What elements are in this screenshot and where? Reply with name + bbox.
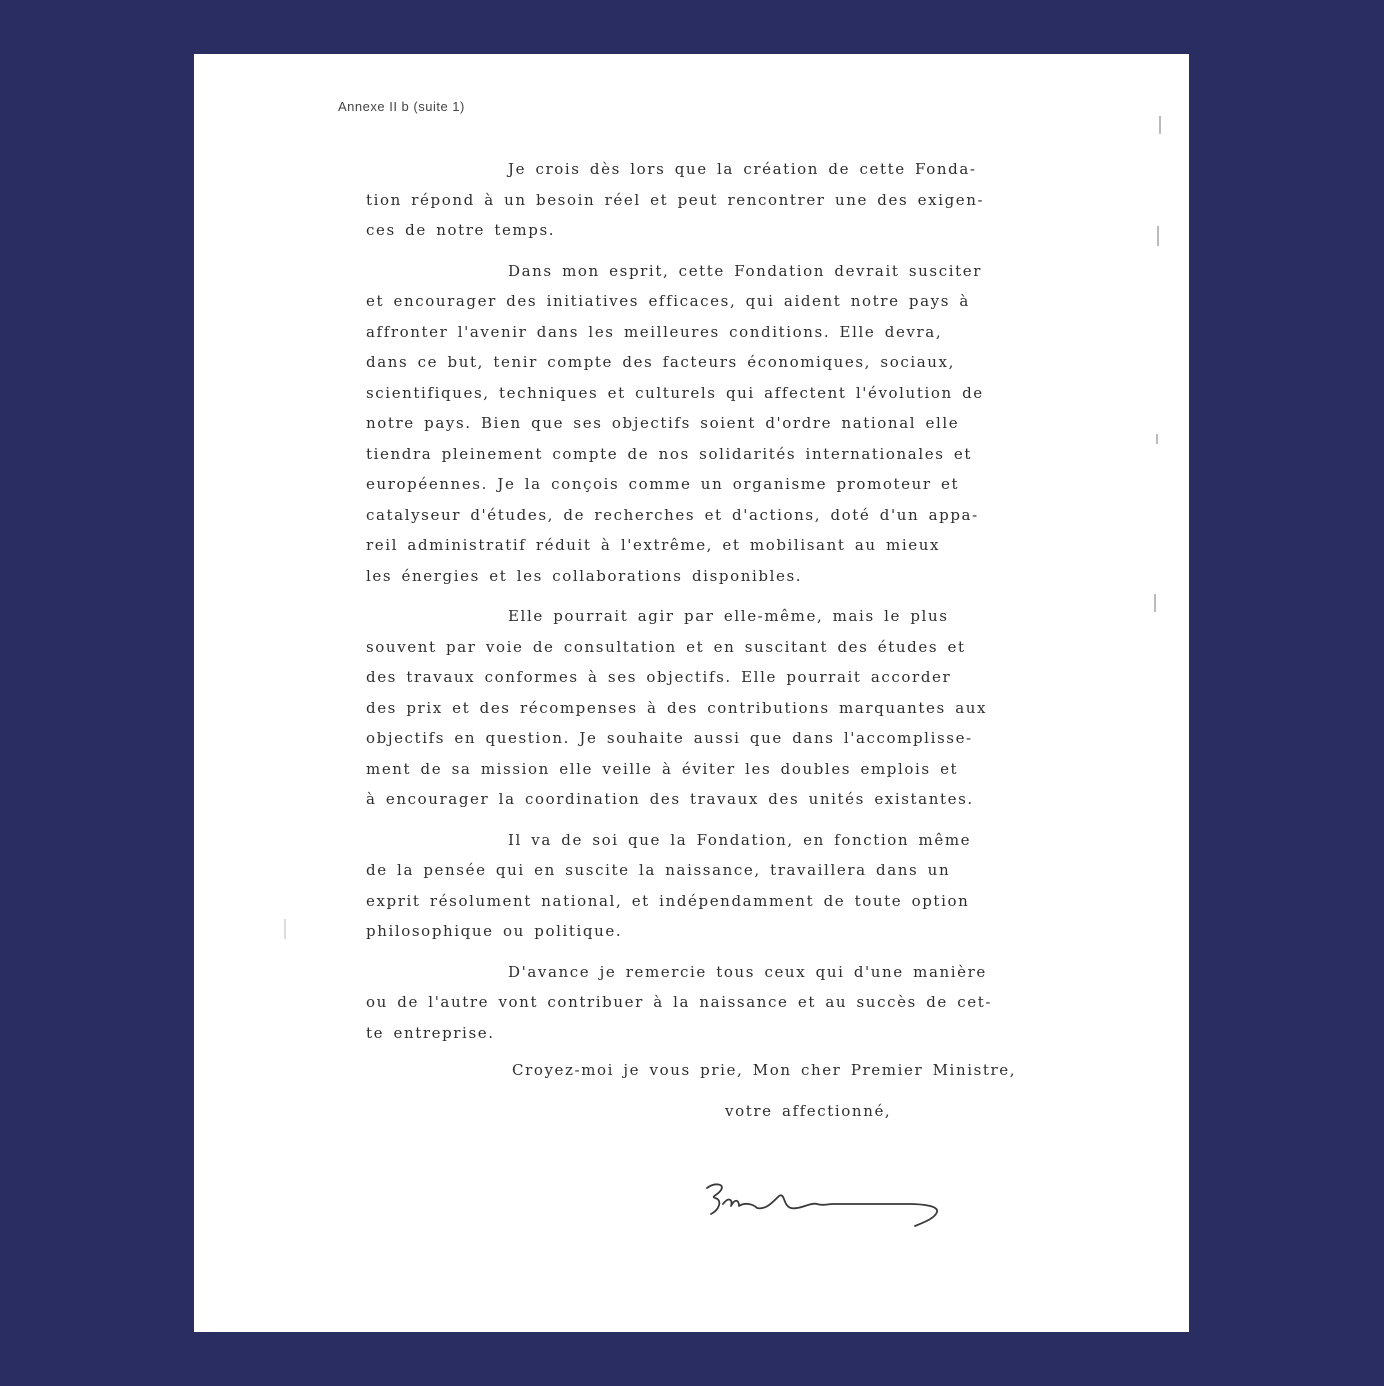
text-line: ment de sa mission elle veille à éviter les doubles emplois et bbox=[366, 759, 959, 778]
text-line: et encourager des initiatives efficaces, qui aident notre pays à bbox=[366, 292, 970, 310]
text-line: affronter l'avenir dans les meilleures conditions. Elle devra, bbox=[366, 322, 943, 341]
paragraph-4 bbox=[366, 825, 1066, 947]
text-line: Je crois dès lors que la création de cette Fonda- bbox=[508, 160, 977, 178]
text-line: Elle pourrait agir par elle-même, mais le plus bbox=[508, 607, 949, 625]
text-line: tiendra pleinement compte de nos solidarités internationales et bbox=[366, 444, 972, 463]
closing-line: Croyez-moi je vous prie, Mon cher Premier Ministre, bbox=[512, 1061, 1017, 1079]
text-line: scientifiques, techniques et culturels qui affectent l'évolution de bbox=[366, 383, 984, 402]
document-page bbox=[194, 54, 1189, 1332]
text-line: les énergies et les collaborations disponibles. bbox=[366, 566, 803, 585]
text-line: dans ce but, tenir compte des facteurs économiques, sociaux, bbox=[366, 353, 955, 371]
annex-header: Annexe II b (suite 1) bbox=[338, 99, 465, 114]
signoff-line: votre affectionné, bbox=[725, 1102, 892, 1120]
text-line: Dans mon esprit, cette Fondation devrait susciter bbox=[508, 261, 982, 280]
text-line: catalyseur d'études, de recherches et d'actions, doté d'un appa- bbox=[366, 505, 979, 524]
paragraph-5 bbox=[366, 957, 1066, 1049]
scan-speck bbox=[1157, 226, 1159, 246]
scan-speck bbox=[1154, 594, 1156, 612]
paragraph-1 bbox=[366, 154, 1066, 246]
scan-speck bbox=[284, 919, 286, 939]
text-line: à encourager la coordination des travaux des unités existantes. bbox=[366, 790, 974, 808]
text-line: notre pays. Bien que ses objectifs soient d'ordre national elle bbox=[366, 414, 960, 432]
text-line: D'avance je remercie tous ceux qui d'une manière bbox=[508, 962, 987, 981]
scan-speck bbox=[1156, 434, 1158, 444]
signature-image bbox=[699, 1174, 949, 1234]
text-line: ces de notre temps. bbox=[366, 221, 556, 239]
text-line: ou de l'autre vont contribuer à la naissance et au succès de cet- bbox=[366, 993, 993, 1011]
text-line: objectifs en question. Je souhaite aussi que dans l'accomplisse- bbox=[366, 729, 973, 747]
text-line: reil administratif réduit à l'extrême, et mobilisant au mieux bbox=[366, 536, 941, 554]
text-line: des prix et des récompenses à des contributions marquantes aux bbox=[366, 698, 988, 717]
text-line: européennes. Je la conçois comme un organisme promoteur et bbox=[366, 475, 960, 493]
scan-speck bbox=[1159, 116, 1161, 134]
text-line: Il va de soi que la Fondation, en fonction même bbox=[508, 830, 972, 849]
text-line: de la pensée qui en suscite la naissance, travaillera dans un bbox=[366, 861, 951, 879]
paragraph-3 bbox=[366, 601, 1066, 815]
text-line: te entreprise. bbox=[366, 1023, 495, 1042]
text-line: tion répond à un besoin réel et peut rencontrer une des exigen- bbox=[366, 190, 985, 209]
text-line: exprit résolument national, et indépendamment de toute option bbox=[366, 891, 970, 910]
text-line: des travaux conformes à ses objectifs. Elle pourrait accorder bbox=[366, 668, 952, 686]
letter-body bbox=[366, 154, 1066, 1058]
paragraph-2 bbox=[366, 256, 1066, 592]
text-line: philosophique ou politique. bbox=[366, 922, 623, 940]
text-line: souvent par voie de consultation et en suscitant des études et bbox=[366, 637, 966, 656]
